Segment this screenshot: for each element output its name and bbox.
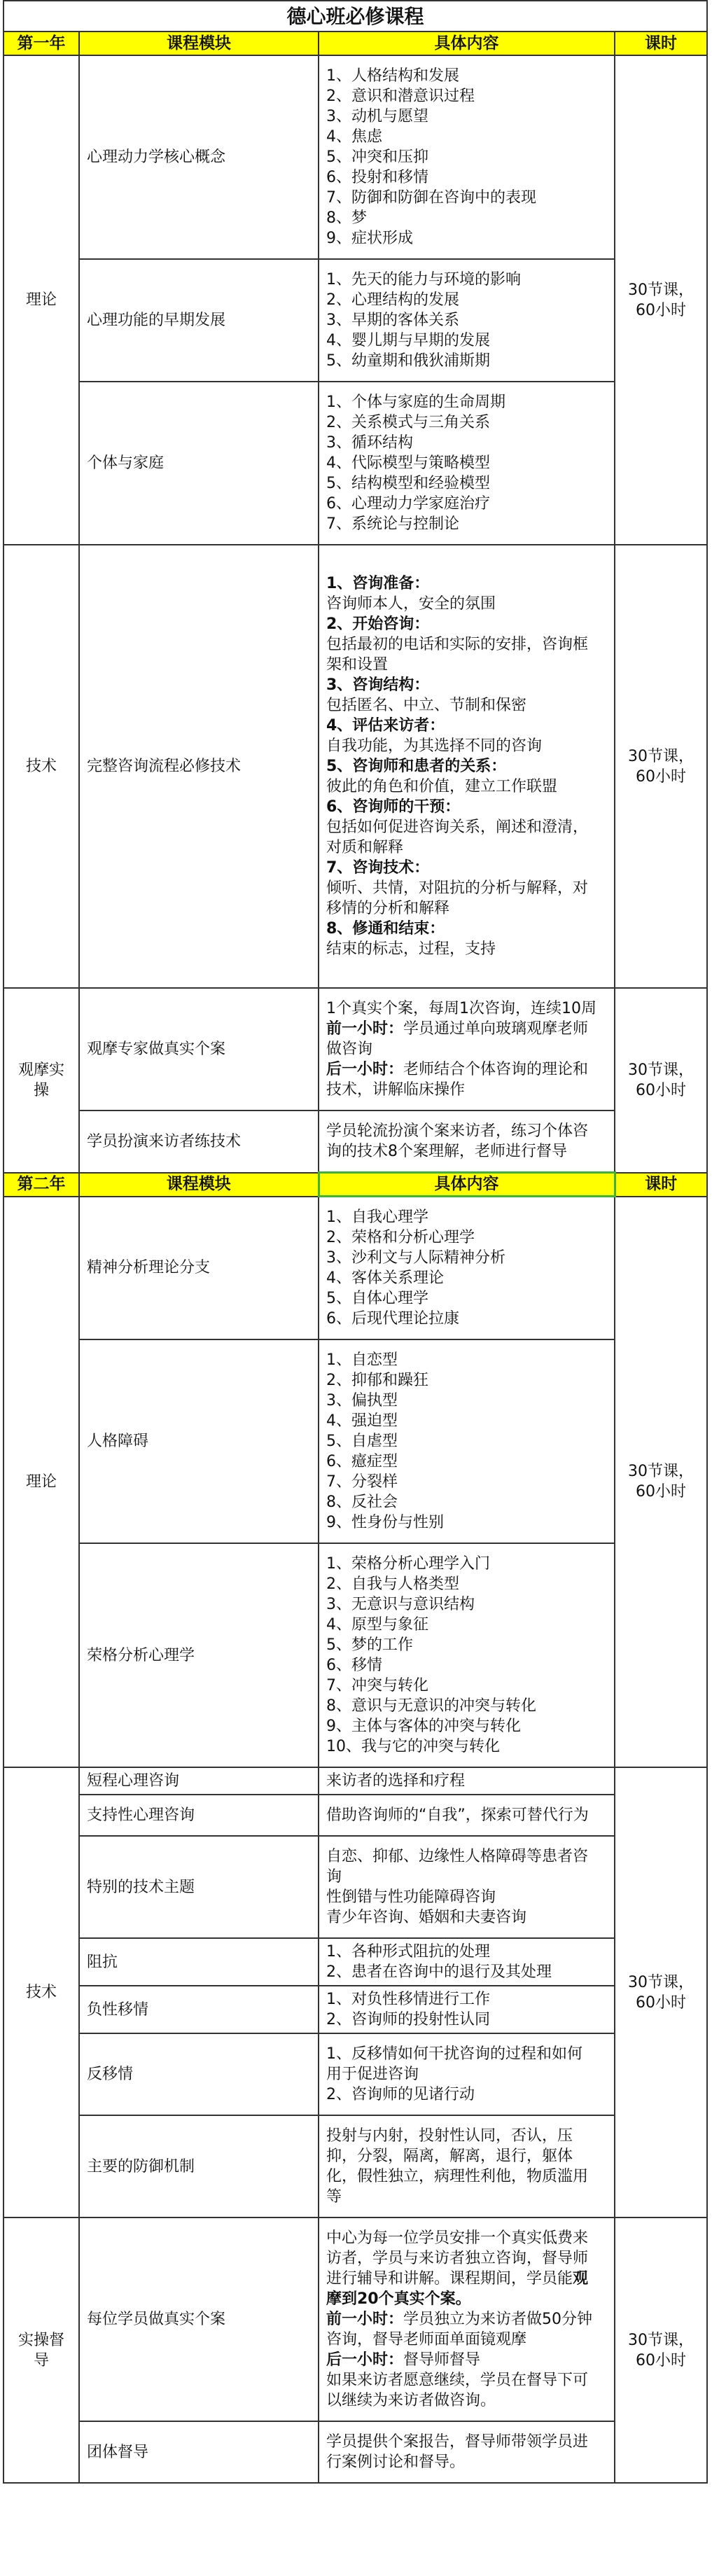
label-second-hour: 后一小时： xyxy=(326,1061,404,1078)
year2-tech-hours: 30节课， 60小时 xyxy=(615,1767,707,2218)
content-line xyxy=(326,2350,607,2370)
module-name: 特别的技术主题 xyxy=(79,1836,319,1938)
year1-header-hours: 课时 xyxy=(615,32,707,55)
module-content xyxy=(319,988,615,1111)
content-line: 9、主体与客体的冲突与转化 xyxy=(326,1718,521,1735)
module-content xyxy=(319,1836,615,1938)
content-line: 7、分裂样 xyxy=(326,1473,398,1491)
content-line: 访者，学员与来访者独立咨询，督导师 xyxy=(326,2250,589,2267)
year2-sup-hours: 30节课， 60小时 xyxy=(615,2218,707,2483)
module-content xyxy=(319,1197,615,1340)
module-name: 心理功能的早期发展 xyxy=(79,259,319,382)
content-line: 6、移情 xyxy=(326,1657,382,1674)
module-content xyxy=(319,55,615,259)
table-row xyxy=(4,1836,707,1938)
content-line: 5、幼童期和俄狄浦斯期 xyxy=(326,352,490,370)
content-line: 青少年咨询、婚姻和夫妻咨询 xyxy=(326,1909,527,1926)
module-name: 个体与家庭 xyxy=(79,382,319,545)
content-line: 3、早期的客体关系 xyxy=(326,312,459,329)
content-line: 1、个体与家庭的生命周期 xyxy=(326,394,505,411)
table-row xyxy=(4,55,707,259)
content-line: 倾听、共情，对阻抗的分析与解释，对 xyxy=(326,879,589,897)
content-emphasis: 观 xyxy=(573,2270,589,2288)
content-line: 2、患者在咨询中的退行及其处理 xyxy=(326,1963,552,1981)
module-name: 精神分析理论分支 xyxy=(79,1197,319,1340)
content-line: 中心为每一位学员安排一个真实低费来 xyxy=(326,2229,589,2247)
module-name: 反移情 xyxy=(79,2033,319,2115)
content-line: 4、婴儿期与早期的发展 xyxy=(326,332,490,349)
table-row xyxy=(4,1111,707,1173)
table-row xyxy=(4,988,707,1111)
table-row xyxy=(4,545,707,988)
table-row xyxy=(4,1938,707,1986)
year2-header-hours: 课时 xyxy=(615,1173,707,1197)
table-row xyxy=(4,1543,707,1767)
module-name: 观摩专家做真实个案 xyxy=(79,988,319,1111)
content-line: 包括如何促进咨询关系，阐述和澄清， xyxy=(326,819,589,836)
content-text: 学员独立为来访者做50分钟 xyxy=(403,2311,593,2328)
content-line: 抑，分裂，隔离，解离，退行，躯体 xyxy=(326,2147,573,2165)
content-text: 进行辅导和讲解。课程期间，学员能 xyxy=(326,2270,573,2288)
module-name: 支持性心理咨询 xyxy=(79,1795,319,1836)
table-row xyxy=(4,1339,707,1543)
content-heading: 1、咨询准备： xyxy=(326,575,430,592)
table-row xyxy=(4,382,707,545)
content-line: 3、无意识与意识结构 xyxy=(326,1596,475,1613)
label-first-hour: 前一小时： xyxy=(326,2311,404,2328)
module-name: 人格障碍 xyxy=(79,1339,319,1543)
content-line: 自恋、抑郁、边缘性人格障碍等患者咨 xyxy=(326,1848,589,1865)
module-content xyxy=(319,2115,615,2218)
content-line: 化，假性独立，病理性利他，物质滥用 xyxy=(326,2168,589,2185)
content-line: 4、代际模型与策略模型 xyxy=(326,454,490,472)
module-name: 负性移情 xyxy=(79,1986,319,2033)
content-heading: 3、咨询结构： xyxy=(326,676,430,694)
content-line: 6、癔症型 xyxy=(326,1453,398,1470)
year2-tech-category: 技术 xyxy=(4,1767,79,2218)
content-text: 督导师督导 xyxy=(403,2351,481,2369)
content-line: 10、我与它的冲突与转化 xyxy=(326,1738,500,1755)
content-text: 学员通过单向玻璃观摩老师 xyxy=(403,1020,589,1038)
table-row xyxy=(4,259,707,382)
content-line xyxy=(326,2269,607,2289)
content-line: 7、冲突与转化 xyxy=(326,1677,428,1694)
year1-header-year: 第一年 xyxy=(4,32,79,55)
content-line: 2、抑郁和躁狂 xyxy=(326,1372,428,1389)
table-row xyxy=(4,2033,707,2115)
content-line: 包括最初的电话和实际的安排，咨询框 xyxy=(326,636,589,653)
content-line: 来访者的选择和疗程 xyxy=(326,1772,466,1790)
content-line: 做咨询 xyxy=(326,1040,373,1058)
content-heading: 7、咨询技术： xyxy=(326,859,430,877)
content-line: 以继续为来访者做咨询。 xyxy=(326,2392,496,2409)
module-name: 心理动力学核心概念 xyxy=(79,55,319,259)
content-line: 学员轮流扮演个案来访者，练习个体咨 xyxy=(326,1122,589,1140)
year2-sup-category: 实操督导 xyxy=(4,2218,79,2483)
content-line: 6、后现代理论拉康 xyxy=(326,1310,459,1328)
module-content xyxy=(319,1339,615,1543)
table-row xyxy=(4,2421,707,2483)
year1-obs-hours: 30节课， 60小时 xyxy=(615,988,707,1173)
content-line: 1、反移情如何干扰咨询的过程和如何 xyxy=(326,2045,582,2063)
module-content xyxy=(319,259,615,382)
content-line: 8、反社会 xyxy=(326,1494,398,1511)
content-line: 7、系统论与控制论 xyxy=(326,515,459,533)
module-name: 短程心理咨询 xyxy=(79,1767,319,1795)
content-line: 9、性身份与性别 xyxy=(326,1514,444,1531)
table-row xyxy=(4,2218,707,2421)
content-line xyxy=(326,1059,607,1080)
module-content xyxy=(319,1986,615,2033)
module-name: 每位学员做真实个案 xyxy=(79,2218,319,2421)
content-line: 1、自我心理学 xyxy=(326,1209,428,1226)
label-first-hour: 前一小时： xyxy=(326,1020,404,1038)
content-line: 4、原型与象征 xyxy=(326,1616,428,1634)
year1-header-row xyxy=(4,32,707,55)
content-line: 8、意识与无意识的冲突与转化 xyxy=(326,1697,536,1715)
content-line: 咨询，督导老师面单面镜观摩 xyxy=(326,2331,527,2348)
content-line: 借助咨询师的“自我”，探索可替代行为 xyxy=(326,1806,589,1824)
module-name: 阻抗 xyxy=(79,1938,319,1986)
content-line: 询 xyxy=(326,1868,342,1886)
year1-tech-hours: 30节课， 60小时 xyxy=(615,545,707,988)
module-name: 学员扮演来访者练技术 xyxy=(79,1111,319,1173)
content-line: 3、偏执型 xyxy=(326,1392,398,1409)
module-content xyxy=(319,2033,615,2115)
content-line: 2、荣格和分析心理学 xyxy=(326,1229,475,1246)
content-line: 1、各种形式阻抗的处理 xyxy=(326,1943,490,1961)
year1-header-content: 具体内容 xyxy=(319,32,615,55)
content-line: 彼此的角色和价值，建立工作联盟 xyxy=(326,778,558,795)
content-line: 学员提供个案报告，督导师带领学员进 xyxy=(326,2433,589,2451)
content-line: 4、强迫型 xyxy=(326,1412,398,1430)
content-line: 5、结构模型和经验模型 xyxy=(326,475,490,492)
table-title: 德心班必修课程 xyxy=(4,1,707,32)
table-row xyxy=(4,1767,707,1795)
year1-obs-category: 观摩实操 xyxy=(4,988,79,1173)
content-line: 投射与内射，投射性认同，否认，压 xyxy=(326,2127,573,2145)
content-line: 移情的分析和解释 xyxy=(326,900,450,917)
module-content xyxy=(319,1938,615,1986)
content-line: 1、先天的能力与环境的影响 xyxy=(326,271,521,288)
content-line: 等 xyxy=(326,2188,342,2206)
label-second-hour: 后一小时： xyxy=(326,2351,404,2369)
module-name: 主要的防御机制 xyxy=(79,2115,319,2218)
content-line: 询的技术8个案理解，老师进行督导 xyxy=(326,1143,567,1160)
content-line: 行案例讨论和督导。 xyxy=(326,2453,466,2471)
year2-header-row xyxy=(4,1173,707,1197)
content-line: 性倒错与性功能障碍咨询 xyxy=(326,1888,496,1906)
table-row xyxy=(4,1197,707,1340)
content-heading: 2、开始咨询： xyxy=(326,615,430,633)
module-content xyxy=(319,2421,615,2483)
content-heading: 5、咨询师和患者的关系： xyxy=(326,758,507,775)
content-line: 摩到20个真实个案。 xyxy=(326,2290,471,2308)
content-heading: 4、评估来访者： xyxy=(326,717,445,734)
content-heading: 8、修通和结束： xyxy=(326,920,445,938)
module-name: 完整咨询流程必修技术 xyxy=(79,545,319,988)
content-line: 3、循环结构 xyxy=(326,434,413,452)
content-line xyxy=(326,2309,607,2330)
table-row xyxy=(4,1986,707,2033)
content-line: 5、自虐型 xyxy=(326,1433,398,1450)
module-content xyxy=(319,1543,615,1767)
module-content xyxy=(319,1795,615,1836)
content-line: 2、咨询师的投射性认同 xyxy=(326,2011,490,2028)
content-line: 2、自我与人格类型 xyxy=(326,1575,459,1593)
content-heading: 6、咨询师的干预： xyxy=(326,798,461,816)
content-line: 1、荣格分析心理学入门 xyxy=(326,1555,490,1573)
table-row xyxy=(4,2115,707,2218)
content-line: 7、防御和防御在咨询中的表现 xyxy=(326,189,536,207)
content-line: 5、冲突和压抑 xyxy=(326,148,428,166)
content-line: 结束的标志，过程，支持 xyxy=(326,940,496,958)
content-text: 老师结合个体咨询的理论和 xyxy=(403,1061,589,1078)
content-line: 2、咨询师的见诸行动 xyxy=(326,2086,475,2103)
content-line: 咨询师本人，安全的氛围 xyxy=(326,595,496,613)
content-line: 6、心理动力学家庭治疗 xyxy=(326,495,490,513)
content-line: 如果来访者愿意继续，学员在督导下可 xyxy=(326,2372,589,2389)
year2-theory-hours: 30节课， 60小时 xyxy=(615,1197,707,1768)
content-line: 1、对负性移情进行工作 xyxy=(326,1991,490,2008)
content-line: 用于促进咨询 xyxy=(326,2066,419,2083)
content-line: 9、症状形成 xyxy=(326,230,413,247)
module-content xyxy=(319,1111,615,1173)
year1-theory-hours: 30节课， 60小时 xyxy=(615,55,707,545)
content-line: 3、动机与愿望 xyxy=(326,108,428,125)
module-content xyxy=(319,545,615,988)
year2-header-year: 第二年 xyxy=(4,1173,79,1197)
year1-header-module: 课程模块 xyxy=(79,32,319,55)
content-line: 1、人格结构和发展 xyxy=(326,67,459,85)
module-content xyxy=(319,382,615,545)
year2-theory-category: 理论 xyxy=(4,1197,79,1768)
module-name: 荣格分析心理学 xyxy=(79,1543,319,1767)
content-line: 1个真实个案，每周1次咨询，连续10周 xyxy=(326,1000,596,1017)
content-line: 对质和解释 xyxy=(326,839,404,856)
content-line: 2、关系模式与三角关系 xyxy=(326,414,490,431)
content-line: 1、自恋型 xyxy=(326,1351,398,1369)
content-line: 3、沙利文与人际精神分析 xyxy=(326,1249,505,1267)
table-row xyxy=(4,1795,707,1836)
content-line: 2、心理结构的发展 xyxy=(326,291,459,309)
content-line: 包括匿名、中立、节制和保密 xyxy=(326,697,527,714)
content-line: 4、焦虑 xyxy=(326,128,382,146)
content-line: 6、投射和移情 xyxy=(326,169,428,186)
content-line: 技术，讲解临床操作 xyxy=(326,1081,466,1099)
content-line: 架和设置 xyxy=(326,656,389,674)
content-line: 4、客体关系理论 xyxy=(326,1269,444,1287)
content-line: 5、自体心理学 xyxy=(326,1290,428,1307)
module-name: 团体督导 xyxy=(79,2421,319,2483)
year2-header-content: 具体内容 xyxy=(319,1173,615,1197)
module-content xyxy=(319,1767,615,1795)
year1-theory-category: 理论 xyxy=(4,55,79,545)
content-line xyxy=(326,1019,607,1039)
content-line: 5、梦的工作 xyxy=(326,1636,413,1654)
content-line: 2、意识和潜意识过程 xyxy=(326,88,475,105)
year2-header-module: 课程模块 xyxy=(79,1173,319,1197)
curriculum-table xyxy=(3,0,708,2484)
content-line: 自我功能，为其选择不同的咨询 xyxy=(326,737,543,755)
content-line: 8、梦 xyxy=(326,209,367,227)
year1-tech-category: 技术 xyxy=(4,545,79,988)
module-content xyxy=(319,2218,615,2421)
